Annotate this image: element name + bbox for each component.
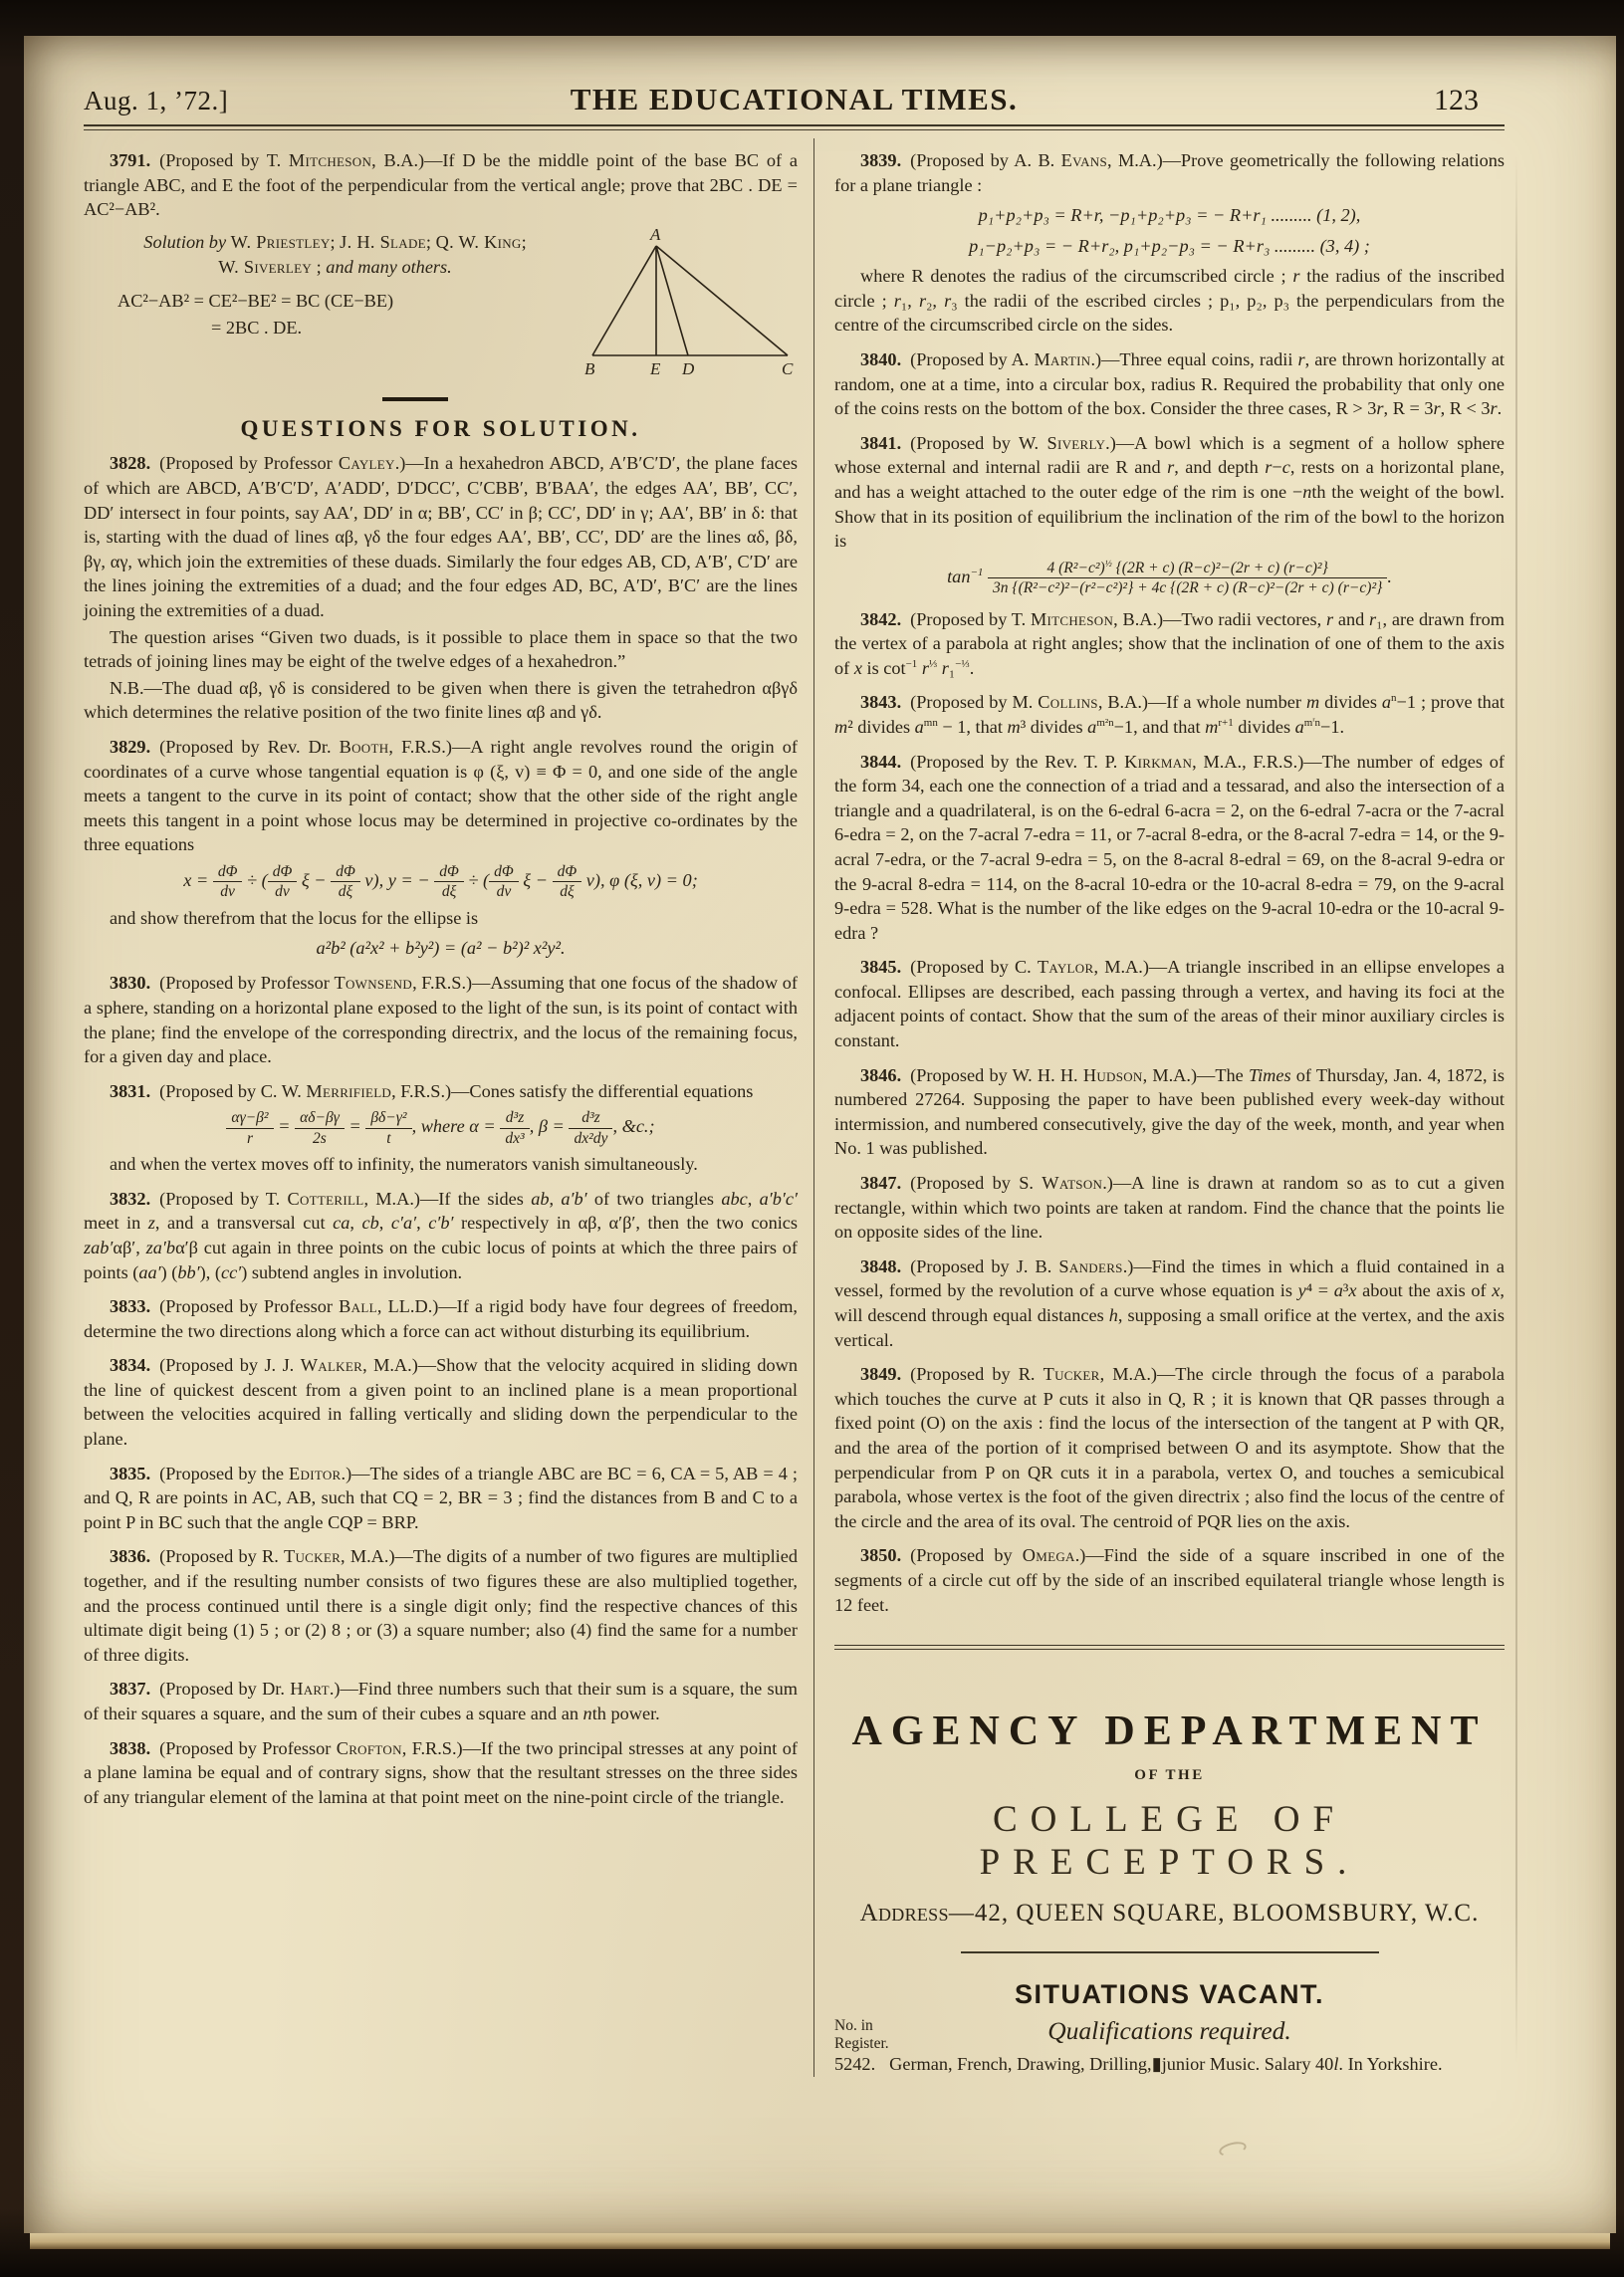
vacancy-entry: 5242. German, French, Drawing, Drilling,▮junior Music. Salary 40l. In Yorkshire. [834, 2054, 1443, 2075]
columns [84, 138, 1505, 2077]
problem-number: 3828. [110, 453, 151, 474]
section-heading: QUESTIONS FOR SOLUTION. [240, 415, 641, 441]
problem-3846 [834, 1063, 1505, 1161]
problem-number: 3843. [860, 692, 902, 713]
problem-3833 [84, 1294, 798, 1343]
problem-3839 [834, 148, 1505, 338]
formula: a²b² (a²x² + b²y²) = (a² − b²)² x²y². [316, 938, 566, 959]
problem-number: 3840. [860, 348, 902, 369]
problem-number: 3848. [860, 1255, 902, 1276]
vertex-label-c: C [782, 358, 794, 378]
paragraph: 3842. (Proposed by T. Mitcheson, B.A.)—Two radii vectores, r and r₁, are drawn from the vertex of a parabola at right angles; show that the inclination of one of them to the axis of x is $\cot^{-1} r^{\frac{1}{3}}$ r₁$^{-\frac{1}{3}}$. [834, 608, 1505, 678]
paragraph: 3830. (Proposed by Professor Townsend, F.R.S.)—Assuming that one focus of the shadow of a sphere, standing on a horizontal plane exposed to the light of the sun, is its point of contact with the plane; find the envelope of the corresponding directrix, and the locus of the remaining focus, for a given day and place. [84, 973, 798, 1067]
formula: p₁+p₂+p₃ = R+r, −p₁+p₂+p₃ = − R+r₁ ......... (1, 2), [978, 205, 1361, 226]
problem-3834 [84, 1353, 798, 1451]
problem-3843 [834, 690, 1505, 739]
problem-number: 3833. [110, 1296, 151, 1317]
problem-number: 3841. [860, 432, 902, 453]
problem-3850 [834, 1543, 1505, 1617]
problem-3791 [84, 148, 798, 379]
problem-number: 3791. [110, 150, 151, 170]
paragraph: 3835. (Proposed by the Editor.)—The sides of a triangle ABC are BC = 6, CA = 5, AB = 4 ; and Q, R are points in AC, AB, such that CQ = 2, BR = 3 ; find the distances from B and C to a point P in BC such that the angle CQP = BRP. [84, 1463, 798, 1532]
issue-date: Aug. 1, ’72.] [84, 86, 229, 115]
paragraph: 3836. (Proposed by R. Tucker, M.A.)—The digits of a number of two figures are multiplied together, and if the resulting number consists of two figures these are also multiplied together, and the process continued until there is a single digit only; find the respective chances of this ultimate digit being (1) 5 ; or (2) 8 ; or (3) a square number; also (4) find the same for a number of three digits. [84, 1546, 798, 1665]
problem-3849 [834, 1362, 1505, 1533]
problem-number: 3834. [110, 1355, 151, 1376]
page-content [24, 36, 1616, 2077]
problem-3828 [84, 451, 798, 725]
formula: p₁−p₂+p₃ = − R+r₂, p₁+p₂−p₃ = − R+r₃ ......... (3, 4) ; [969, 236, 1370, 257]
problem-number: 3845. [860, 957, 902, 978]
problem-number: 3844. [860, 751, 902, 772]
paragraph: 3844. (Proposed by the Rev. T. P. Kirkman, M.A., F.R.S.)—The number of edges of the form 34, each one the connection of a triad and a tessarad, and also the intersection of a triangle and a quadrilateral, is on the 6-edral 6-acra = 2, on the 6-edral 7-acra or the 7-acral 6-edra = 2, on the 7-acral 7-edra = 11, or 7-acral 8-edra, or the 8-acral 7-edra = 14, or the 9-acral 7-edra, or the 7-acral 9-edra = 5, on the 8-acral 8-edral = 69, on the 8-acral 9-edra or the 9-acral 8-edra = 114, on the 8-acral 10-edra or the 10-acral 8-edra = 79, on the 9-acral 9-edra = 528. What is the number of the like edges on the 9-acral 10-edra or the 10-acral 9-edra ? [834, 751, 1505, 943]
problem-number: 3850. [860, 1545, 902, 1566]
paragraph: The question arises “Given two duads, is it possible to place them in space so that the two tetrads of joining lines may be eight of the twelve edges of a hexahedron.” [84, 626, 798, 672]
problem-3848 [834, 1254, 1505, 1352]
problem-3847 [834, 1171, 1505, 1245]
problem-number: 3832. [110, 1188, 151, 1209]
problem-3837 [84, 1677, 798, 1725]
agency-title: AGENCY DEPARTMENT [851, 1708, 1488, 1755]
left-column [84, 138, 814, 2077]
problem-number: 3829. [110, 736, 151, 757]
vertex-label-a: A [650, 227, 661, 244]
problem-text: (Proposed by T. Mitcheson, B.A.)—If D be the middle point of the base BC of a triangle ABC, and E the foot of the perpendicular from the vertical angle; prove that 2BC . DE = AC²−AB². [84, 150, 798, 220]
paragraph: 3828. (Proposed by Professor Cayley.)—In a hexahedron ABCD, A′B′C′D′, the plane faces of which are ABCD, A′B′C′D′, A′ADD′, D′DCC′, C′CBB′, B′BAA′, the edges AA′, BB′, CC′, DD′ intersect in four points, say AA′, DD′ in α; BB′, CC′ in β; CC′, DD′ in γ; AA′, BB′ in δ: that is, starting with the duad of lines αβ, γδ the four edges AA′, BB′, CC′, DD′ are the lines αδ, βδ, βγ, αγ, which join the extremities of these duads. Similarly the four edges AB, CD, A′B′, C′D′ are the lines joining the extremities of a duad; and the four edges AD, BC, A′D′, B′C′ are the lines joining the extremities of a duad. [84, 453, 798, 620]
paragraph: 3847. (Proposed by S. Watson.)—A line is drawn at random so as to cut a given rectangle, within which two points are taken at random. Find the chance that the points lie on opposite sides of the line. [834, 1173, 1505, 1243]
problem-3844 [834, 750, 1505, 946]
formula: = 2BC . DE. [211, 317, 303, 338]
solution-byline: Solution by W. Priestley; J. H. Slade; Q. W. King; [143, 231, 527, 252]
problem-3841 [834, 431, 1505, 597]
problem-3845 [834, 955, 1505, 1052]
paragraph: 3840. (Proposed by A. Martin.)—Three equal coins, radii r, are thrown horizontally at random, one at a time, into a circular box, radius R. Required the probability that only one of the coins rests on the bottom of the box. Consider the three cases, R > 3r, R = 3r, R < 3r. [834, 348, 1506, 419]
book-page [24, 36, 1616, 2233]
solution-area [84, 227, 798, 379]
paragraph [84, 148, 798, 222]
paragraph: 3843. (Proposed by M. Collins, B.A.)—If a whole number m divides $a^n-1$ ; prove that m² divides $a^{mn} - 1$, that m³ divides $a^{m^2n}-1$, and that $m^{r+1}$ divides $a^{m^rn}-1$. [834, 692, 1506, 737]
masthead-rule [84, 124, 1505, 130]
problem-3835 [84, 1462, 798, 1535]
triangle-lines [592, 246, 788, 355]
paragraph: 3837. (Proposed by Dr. Hart.)—Find three numbers such that their sum is a square, the sum of their squares a square, and the sum of their cubes a square and an nth power. [84, 1679, 798, 1723]
paragraph: 3850. (Proposed by Omega.)—Find the side of a square inscribed in one of the segments of a circle cut off by the side of an inscribed equilateral triangle whose length is 12 feet. [834, 1545, 1505, 1615]
divider-rule [382, 397, 448, 401]
paragraph: 3838. (Proposed by Professor Crofton, F.R.S.)—If the two principal stresses at any point of a plane lamina be equal and of contrary signs, show that the resultant stresses on the three sides of any triangular element of the lamina at that point meet on the nine-point circle of the triangle. [84, 1737, 798, 1807]
entry-number: 5242. [834, 2054, 876, 2075]
paragraph: 3832. (Proposed by T. Cotterill, M.A.)—If the sides ab, a′b′ of two triangles abc, a′b′c′ meet in z, and a transversal cut ca, cb, c′a′, c′b′ respectively in αβ, α′β′, then the two conics zab′αβ′, za′bα′β cut again in three points on the cubic locus of points at which the three pairs of points (aa′) (bb′), (cc′) subtend angles in involution. [84, 1188, 799, 1282]
paragraph: 3845. (Proposed by C. Taylor, M.A.)—A triangle inscribed in an ellipse envelopes a confocal. Ellipses are described, each passing through a vertex, and having its foci at the adjacent points of contact. Show that the sum of the areas of their minor auxiliary circles is constant. [834, 957, 1506, 1051]
solution-text [84, 230, 586, 341]
paragraph: 3831. (Proposed by C. W. Merrifield, F.R.S.)—Cones satisfy the differential equations [110, 1080, 754, 1101]
ink-stain [1218, 2140, 1248, 2159]
paragraph: 3833. (Proposed by Professor Ball, LL.D.)—If a rigid body have four degrees of freedom, determine the two directions along which a force can act without disturbing its equilibrium. [84, 1296, 798, 1341]
problem-number: 3837. [110, 1679, 151, 1700]
page-stack-edge [30, 2233, 1610, 2249]
problem-3838 [84, 1736, 798, 1810]
vacancy-entries [834, 2052, 1505, 2077]
problem-3832 [84, 1187, 798, 1284]
paragraph: 3829. (Proposed by Rev. Dr. Booth, F.R.S.)—A right angle revolves round the origin of coordinates of a curve whose tangential equation is φ (ξ, v) ≡ Φ = 0, and one side of the angle meets a tangent to the curve in its point of contact; show that the other side of the right angle meets this tangent in a point whose locus may be determined in projective co-ordinates by the three equations [84, 736, 798, 855]
paragraph: 3846. (Proposed by W. H. H. Hudson, M.A.)—The Times of Thursday, Jan. 4, 1872, is numbered 27264. Supposing the paper to have been published every week-day without intermission, and numbered consecutively, give the day of the week, month, and year when No. 1 was published. [834, 1064, 1505, 1159]
solution-byline: W. Siverley ; and many others. [218, 256, 452, 277]
problem-3842 [834, 607, 1505, 681]
problem-number: 3849. [860, 1364, 902, 1385]
problem-3830 [84, 971, 798, 1068]
problem-3831 [84, 1079, 798, 1177]
right-column [814, 138, 1505, 2077]
paragraph: 3841. (Proposed by W. Siverly.)—A bowl which is a segment of a hollow sphere whose external and internal radii are R and r, and depth r−c, rests on a horizontal plane, and has a weight attached to the outer edge of the rim is one −nth the weight of the bowl. Show that in its position of equilibrium the inclination of the rim of the bowl to the horizon is [834, 432, 1506, 552]
formula: $\tan^{-1}$ 4 $(R^2-c^2)^{\frac{1}{2}}$ {(2R + c) (R−c)²−(2r + c) (r−c)²} 3n {(R²−c²)²−(r²−c²)²} + 4c {(2R + c) (R−c)²−(2r + c) (r−c)²} . [947, 559, 1392, 597]
paragraph: where R denotes the radius of the circumscribed circle ; r the radius of the inscribed circle ; r₁, r₂, r₃ the radii of the escribed circles ; p₁, p₂, p₃ the perpendiculars from the centre of the circumscribed circle on the sides. [834, 266, 1506, 336]
problem-number: 3830. [110, 973, 151, 994]
page-number: 123 [1434, 84, 1479, 116]
formula: x = $\frac{d\Phi}{dv}$ ÷ ( $\frac{d\Phi}{dv}$ ξ − $\frac{d\Phi}{d\xi}$ v), y = − $\frac{d\Phi}{d\xi}$ ÷ ( $\frac{d\Phi}{dv}$ ξ − $\frac{d\Phi}{d\xi}$ v), φ (ξ, v) = 0; [183, 862, 698, 901]
vertex-label-d: D [682, 358, 695, 378]
agency-of-the: OF THE [1134, 1767, 1205, 1784]
problem-number: 3835. [110, 1463, 151, 1483]
paragraph: 3834. (Proposed by J. J. Walker, M.A.)—Show that the velocity acquired in sliding down the line of quickest descent from a given point to an inclined plane is a mean proportional between the velocities acquired in falling vertically and sliding down the perpendicular to the plane. [84, 1355, 798, 1450]
vertex-label-e: E [650, 358, 661, 378]
agency-address: Address—42, QUEEN SQUARE, BLOOMSBURY, W.C. [859, 1900, 1480, 1928]
questions-list-right [834, 148, 1505, 1617]
agency-college: COLLEGE OF PRECEPTORS. [979, 1799, 1360, 1884]
problem-number: 3836. [110, 1546, 151, 1567]
paragraph: N.B.—The duad αβ, γδ is considered to be given when there is given the tetrahedron αβγδ which determines the relative position of the two finite lines αβ and γδ. [84, 677, 798, 723]
problem-3829 [84, 735, 798, 961]
problem-number: 3842. [860, 608, 902, 629]
questions-list-left [84, 451, 798, 1809]
formula: AC²−AB² = CE²−BE² = BC (CE−BE) [117, 290, 394, 311]
problem-number: 3839. [860, 150, 902, 170]
triangle-diagram [579, 228, 794, 379]
situations-heading: SITUATIONS VACANT. [1014, 1979, 1324, 2010]
qualifications-row [834, 2016, 1505, 2052]
problem-number: 3846. [860, 1064, 902, 1085]
short-rule [961, 1951, 1379, 1953]
problem-number: 3838. [110, 1737, 151, 1758]
problem-number: 3847. [860, 1173, 902, 1194]
vertex-label-b: B [584, 358, 595, 378]
paragraph: 3848. (Proposed by J. B. Sanders.)—Find the times in which a fluid contained in a vessel, formed by the revolution of a curve whose equation is y⁴ = a³x about the axis of x, will descend through equal distances h, supposing a small orifice at the vertex, and the axis vertical. [834, 1255, 1505, 1350]
section-divider [834, 1645, 1505, 1650]
problem-3840 [834, 347, 1505, 421]
masthead [84, 82, 1505, 117]
page-title: THE EDUCATIONAL TIMES. [570, 82, 1019, 116]
paragraph: and show therefrom that the locus for the ellipse is [110, 907, 479, 928]
paragraph: 3839. (Proposed by A. B. Evans, M.A.)—Prove geometrically the following relations for a plane triangle : [834, 150, 1505, 195]
problem-3836 [84, 1544, 798, 1667]
qualifications-label: Qualifications required. [1047, 2016, 1291, 2046]
register-label: No. in Register. [834, 2017, 889, 2052]
formula: $\frac{\text{αγ−β²}}{r}$ = $\frac{\alpha\delta-\beta\gamma}{2s}$ = $\frac{\text{βδ−γ²}}{t}$ , where α = $\frac{\text{d³z}}{\text{dx³}}$ , β = $\frac{\text{d³z}}{\text{dx²dy}}$ , &c.; [84, 1109, 798, 1147]
paragraph: and when the vertex moves off to infinity, the numerators vanish simultaneously. [110, 1154, 698, 1175]
page-crease [1515, 155, 1517, 2064]
paragraph: 3849. (Proposed by R. Tucker, M.A.)—The circle through the focus of a parabola which touches the curve at P cuts it also in Q, R ; it is known that QR passes through a fixed point (O) on the axis : find the locus of the intersection of the tangent at P with QR, and the area of the portion of it comprised between O and its asymptote. Show that the perpendicular from P on QR cuts it in a parabola, vertex O, and touches a semicubical parabola, whose vertex is the foot of the given directrix ; also find the locus of the centre of the circle and the area of its oval. The centroid of PQR lies on the axis. [834, 1364, 1506, 1531]
problem-number: 3831. [110, 1080, 151, 1101]
